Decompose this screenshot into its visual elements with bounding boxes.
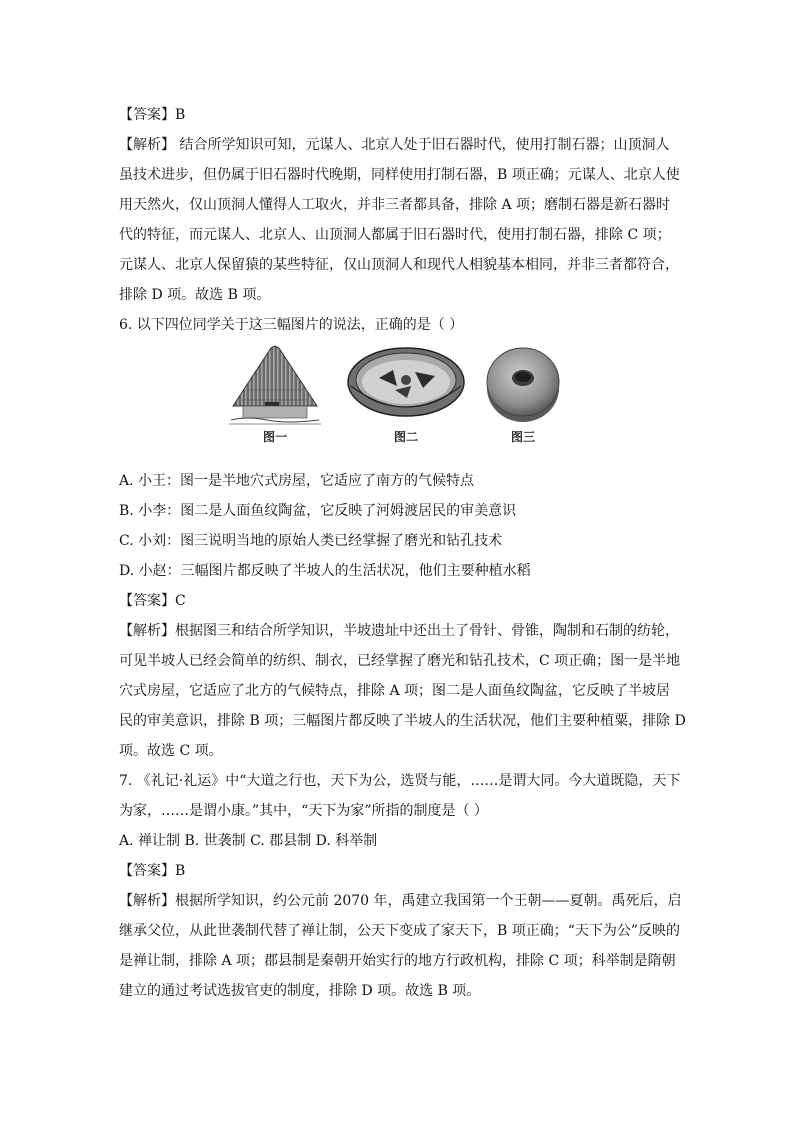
q6-options — [119, 466, 694, 586]
q6-answer: 【答案】C — [119, 593, 186, 609]
analysis-line: 穴式房屋，它适应了北方的气候特点，排除 A 项；图二是人面鱼纹陶盆，它反映了半坡居 — [119, 683, 671, 699]
analysis-line: 民的审美意识，排除 B 项；三幅图片都反映了半坡人的生活状况，他们主要种植粟，排除 D — [119, 713, 686, 729]
analysis-line: 元谋人、北京人保留猿的某些特征，仅山顶洞人和现代人相貌基本相同，并非三者都符合， — [119, 257, 679, 273]
option-d: D. 小赵：三幅图片都反映了半坡人的生活状况，他们主要种植水稻 — [119, 563, 531, 579]
analysis-line: 建立的通过考试选拔官吏的制度，排除 D 项。故选 B 项。 — [119, 983, 481, 999]
option-a: A. 小王：图一是半地穴式房屋，它适应了南方的气候特点 — [119, 473, 475, 489]
document-page — [119, 100, 694, 1006]
figure-one-caption: 图一 — [262, 430, 287, 444]
analysis-line: 用天然火，仅山顶洞人懂得人工取火，并非三者都具备，排除 A 项；磨制石器是新石器时 — [119, 197, 671, 213]
analysis-line: 【解析】根据所学知识，约公元前 2070 年，禹建立我国第一个王朝——夏朝。禹死后，启 — [119, 893, 682, 909]
q7-options: A. 禅让制 B. 世袭制 C. 郡县制 D. 科举制 — [119, 833, 378, 849]
analysis-line: 【解析】根据图三和结合所学知识，半坡遗址中还出土了骨针、骨锥，陶制和石制的纺轮， — [119, 623, 679, 639]
analysis-line: 是禅让制，排除 A 项；郡县制是秦朝开始实行的地方行政机构，排除 C 项；科举制是隋朝 — [119, 953, 676, 969]
analysis-line: 项。故选 C 项。 — [119, 743, 223, 759]
figure-one — [227, 342, 323, 445]
figure-three — [483, 342, 563, 445]
option-c: C. 小刘：图三说明当地的原始人类已经掌握了磨光和钻孔技术 — [119, 533, 503, 549]
q7-stem — [119, 766, 694, 826]
thatched-hut-icon — [227, 342, 323, 426]
q6-figures — [119, 342, 694, 462]
analysis-line: 【解析】 结合所学知识可知，元谋人、北京人处于旧石器时代，使用打制石器；山顶洞人 — [119, 137, 670, 153]
q6-stem: 6. 以下四位同学关于这三幅图片的说法，正确的是（ ） — [119, 317, 464, 333]
figure-three-caption: 图三 — [510, 430, 535, 444]
analysis-line: 可见半坡人已经会简单的纺织、制衣，已经掌握了磨光和钻孔技术，C 项正确；图一是半地 — [119, 653, 681, 669]
analysis-line: 代的特征，而元谋人、北京人、山顶洞人都属于旧石器时代，使用打制石器，排除 C 项； — [119, 227, 671, 243]
q7-analysis — [119, 886, 694, 1006]
figure-two — [345, 342, 467, 445]
stem-line: 7. 《礼记·礼运》中“大道之行也，天下为公，选贤与能，……是谓大同。今大道既隐，天下 — [119, 773, 681, 789]
figure-two-caption: 图二 — [393, 430, 418, 444]
q6-analysis — [119, 616, 694, 766]
q5-answer: 【答案】B — [119, 107, 186, 123]
stone-spindle-whorl-icon — [483, 342, 563, 426]
painted-pottery-basin-icon — [345, 342, 467, 426]
analysis-line: 继承父位，从此世袭制代替了禅让制，公天下变成了家天下，B 项正确；“天下为公”反映的 — [119, 923, 681, 939]
q5-analysis — [119, 130, 694, 310]
stem-line: 为家，……是谓小康。”其中，“天下为家”所指的制度是（ ） — [119, 803, 488, 819]
analysis-line: 排除 D 项。故选 B 项。 — [119, 287, 271, 303]
q7-answer: 【答案】B — [119, 863, 186, 879]
option-b: B. 小李：图二是人面鱼纹陶盆，它反映了河姆渡居民的审美意识 — [119, 503, 517, 519]
analysis-line: 虽技术进步，但仍属于旧石器时代晚期，同样使用打制石器，B 项正确；元谋人、北京人使 — [119, 167, 680, 183]
